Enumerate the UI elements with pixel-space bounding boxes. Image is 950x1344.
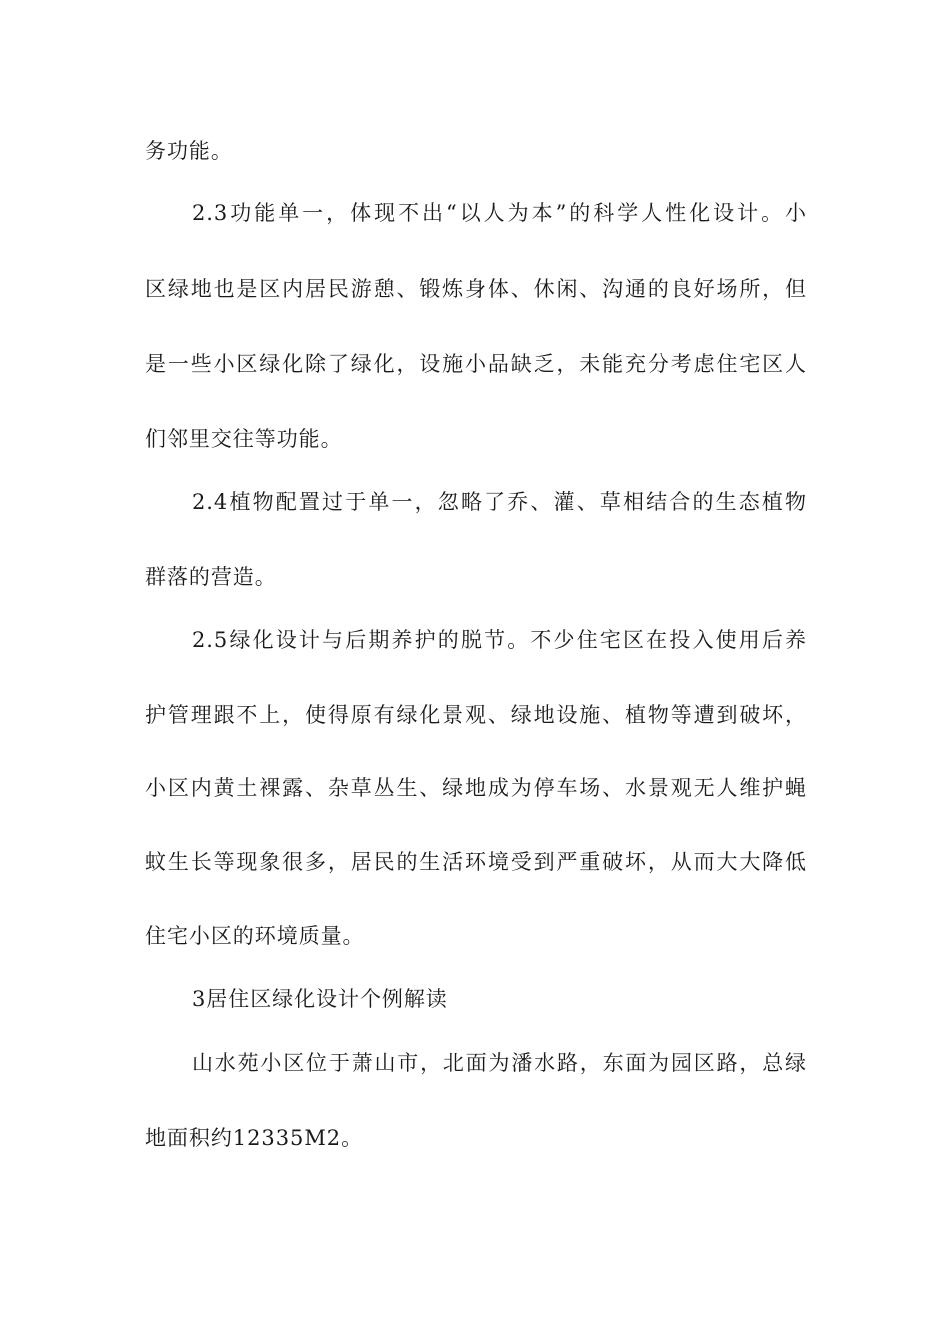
text-line: 2.3功能单一，体现不出“以人为本”的科学人性化设计。小 (192, 201, 807, 225)
text-line: 地面积约12335M2。 (145, 1126, 364, 1150)
text-line: 2.4植物配置过于单一，忽略了乔、灌、草相结合的生态植物 (192, 490, 807, 514)
text-line: 务功能。 (145, 139, 233, 163)
text-line: 住宅小区的环境质量。 (145, 924, 365, 948)
section-heading: 3居住区绿化设计个例解读 (192, 987, 448, 1011)
text-line: 们邻里交往等功能。 (145, 427, 343, 451)
text-line: 2.5绿化设计与后期养护的脱节。不少住宅区在投入使用后养 (192, 628, 807, 652)
text-line: 群落的营造。 (145, 565, 277, 589)
text-line: 山水苑小区位于萧山市，北面为潘水路，东面为园区路，总绿 (192, 1051, 807, 1075)
text-line: 小区内黄土裸露、杂草丛生、绿地成为停车场、水景观无人维护蝇 (145, 776, 807, 800)
text-line: 区绿地也是区内居民游憩、锻炼身体、休闲、沟通的良好场所，但 (145, 277, 807, 301)
text-line: 是一些小区绿化除了绿化，设施小品缺乏，未能充分考虑住宅区人 (145, 352, 807, 376)
text-line: 蚊生长等现象很多，居民的生活环境受到严重破坏，从而大大降低 (145, 850, 807, 874)
text-line: 护管理跟不上，使得原有绿化景观、绿地设施、植物等遭到破坏， (145, 703, 807, 727)
